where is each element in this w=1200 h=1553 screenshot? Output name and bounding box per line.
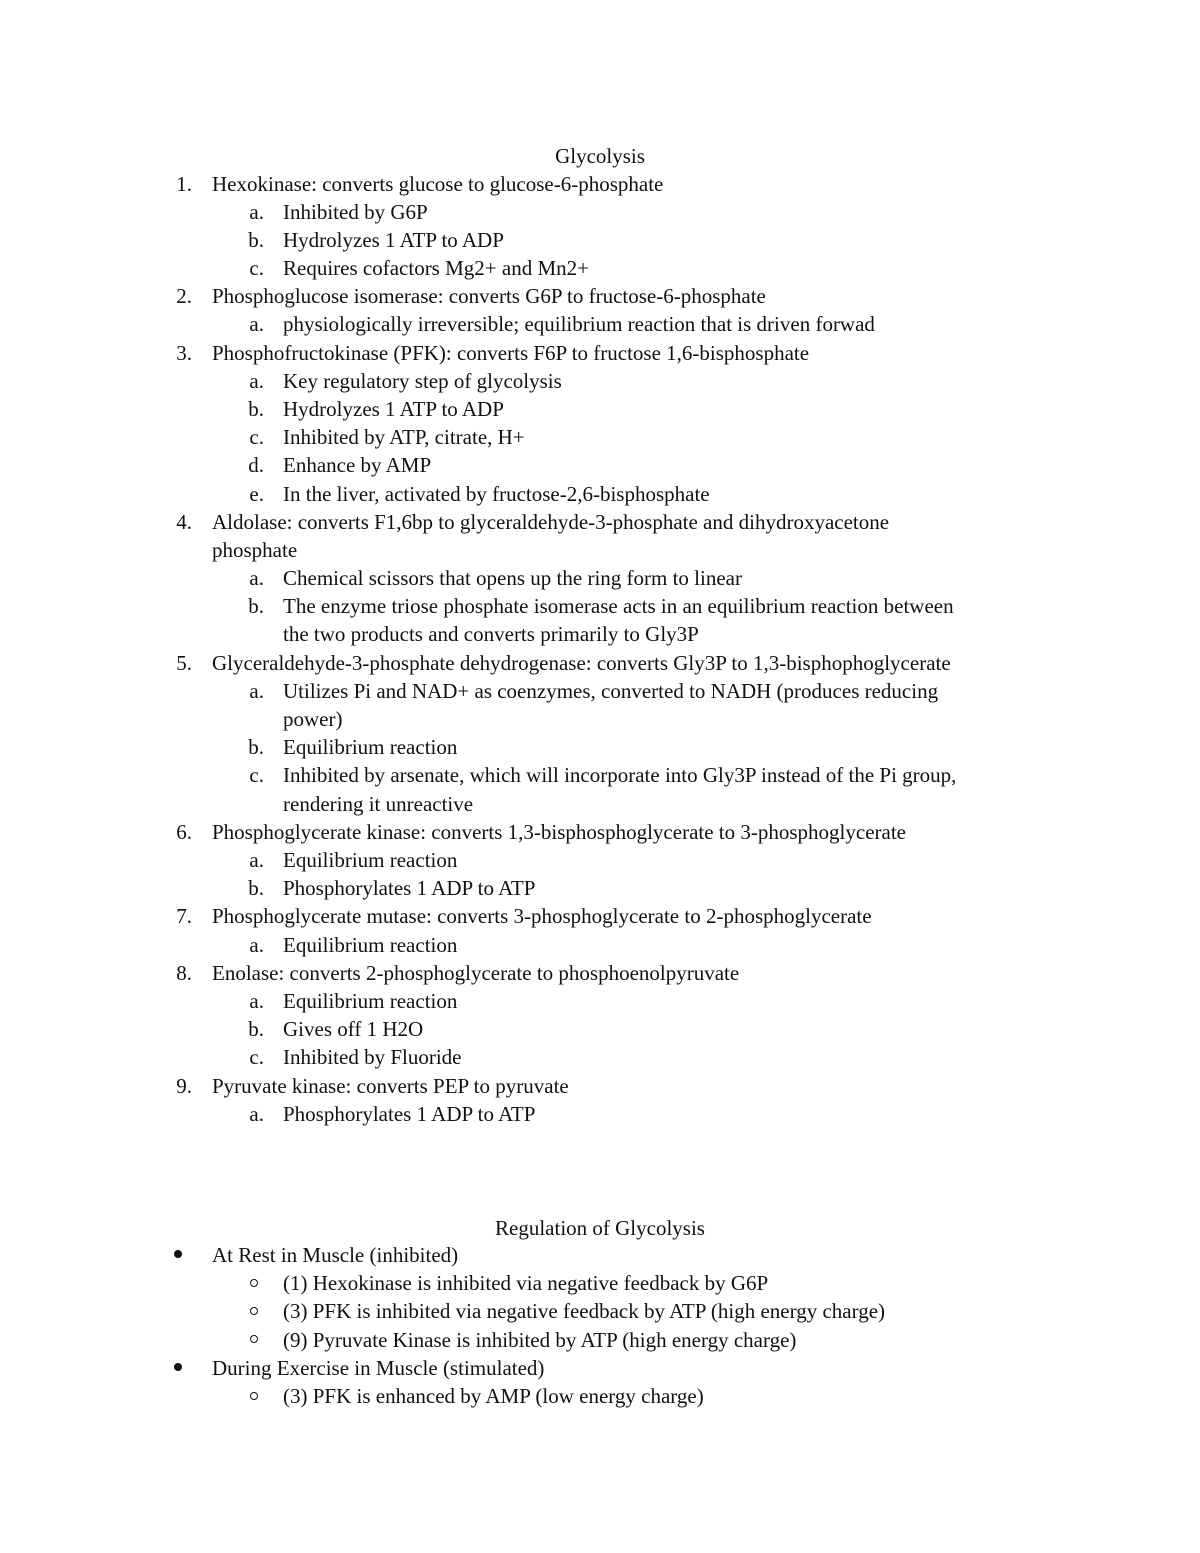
- regulation-item-text: (3) PFK is enhanced by AMP (low energy charge): [283, 1384, 704, 1408]
- step-number: 4.: [176, 510, 192, 534]
- sub-item-marker: a.: [249, 566, 264, 590]
- regulation-title: Regulation of Glycolysis: [495, 1216, 705, 1240]
- sub-item-text: Inhibited by arsenate, which will incorporate into Gly3P instead of the Pi group,: [283, 763, 957, 787]
- sub-item-text: The enzyme triose phosphate isomerase acts in an equilibrium reaction between: [283, 594, 954, 618]
- sub-item-marker: a.: [249, 848, 264, 872]
- sub-item-text: physiologically irreversible; equilibrium reaction that is driven forwad: [283, 312, 875, 336]
- hollow-circle-bullet-icon: [250, 1335, 258, 1343]
- regulation-item-text: (1) Hexokinase is inhibited via negative feedback by G6P: [283, 1271, 769, 1295]
- step-text: Phosphoglucose isomerase: converts G6P to fructose-6-phosphate: [212, 284, 766, 308]
- sub-item-text: In the liver, activated by fructose-2,6-bisphosphate: [283, 482, 710, 506]
- step-text: Glyceraldehyde-3-phosphate dehydrogenase: converts Gly3P to 1,3-bisphophoglycerate: [212, 651, 951, 675]
- sub-item-marker: c.: [249, 256, 264, 280]
- sub-item-text-continued: power): [283, 707, 343, 731]
- glycolysis-title: Glycolysis: [555, 144, 645, 168]
- sub-item-marker: d.: [248, 453, 264, 477]
- sub-item-text: Gives off 1 H2O: [283, 1017, 424, 1041]
- step-number: 9.: [176, 1074, 192, 1098]
- sub-item-marker: a.: [249, 369, 264, 393]
- sub-item-marker: b.: [248, 735, 264, 759]
- step-number: 3.: [176, 341, 192, 365]
- step-text: Phosphofructokinase (PFK): converts F6P to fructose 1,6-bisphosphate: [212, 341, 810, 365]
- sub-item-marker: c.: [249, 763, 264, 787]
- sub-item-marker: a.: [249, 312, 264, 336]
- hollow-circle-bullet-icon: [250, 1307, 258, 1315]
- step-text: Phosphoglycerate mutase: converts 3-phosphoglycerate to 2-phosphoglycerate: [212, 904, 872, 928]
- regulation-group-text: At Rest in Muscle (inhibited): [212, 1243, 459, 1267]
- sub-item-text: Equilibrium reaction: [283, 989, 458, 1013]
- regulation-item-text: (9) Pyruvate Kinase is inhibited by ATP (high energy charge): [283, 1328, 797, 1352]
- step-number: 2.: [176, 284, 192, 308]
- sub-item-text: Inhibited by G6P: [283, 200, 428, 224]
- sub-item-text: Equilibrium reaction: [283, 735, 458, 759]
- filled-bullet-icon: [174, 1250, 182, 1258]
- sub-item-text: Enhance by AMP: [283, 453, 432, 477]
- sub-item-text: Equilibrium reaction: [283, 933, 458, 957]
- sub-item-marker: b.: [248, 1017, 264, 1041]
- sub-item-text: Inhibited by Fluoride: [283, 1045, 462, 1069]
- step-text: Phosphoglycerate kinase: converts 1,3-bisphosphoglycerate to 3-phosphoglycerate: [212, 820, 906, 844]
- sub-item-marker: c.: [249, 1045, 264, 1069]
- filled-bullet-icon: [174, 1363, 182, 1371]
- sub-item-text: Phosphorylates 1 ADP to ATP: [283, 1102, 536, 1126]
- sub-item-text: Key regulatory step of glycolysis: [283, 369, 562, 393]
- sub-item-text: Inhibited by ATP, citrate, H+: [283, 425, 525, 449]
- sub-item-text: Phosphorylates 1 ADP to ATP: [283, 876, 536, 900]
- sub-item-marker: c.: [249, 425, 264, 449]
- sub-item-text: Hydrolyzes 1 ATP to ADP: [283, 397, 504, 421]
- step-number: 1.: [176, 172, 192, 196]
- step-text: Hexokinase: converts glucose to glucose-6-phosphate: [212, 172, 664, 196]
- sub-item-marker: a.: [249, 200, 264, 224]
- sub-item-text: Utilizes Pi and NAD+ as coenzymes, converted to NADH (produces reducing: [283, 679, 939, 703]
- step-text-continued: phosphate: [212, 538, 298, 562]
- sub-item-text-continued: the two products and converts primarily to Gly3P: [283, 622, 699, 646]
- step-number: 6.: [176, 820, 192, 844]
- sub-item-marker: a.: [249, 933, 264, 957]
- sub-item-marker: e.: [249, 482, 264, 506]
- sub-item-marker: b.: [248, 228, 264, 252]
- step-text: Aldolase: converts F1,6bp to glyceraldehyde-3-phosphate and dihydroxyacetone: [212, 510, 890, 534]
- step-text: Pyruvate kinase: converts PEP to pyruvate: [212, 1074, 569, 1098]
- sub-item-marker: b.: [248, 397, 264, 421]
- regulation-group-text: During Exercise in Muscle (stimulated): [212, 1356, 545, 1380]
- sub-item-text: Chemical scissors that opens up the ring form to linear: [283, 566, 742, 590]
- sub-item-text: Requires cofactors Mg2+ and Mn2+: [283, 256, 589, 280]
- sub-item-text: Equilibrium reaction: [283, 848, 458, 872]
- sub-item-text: Hydrolyzes 1 ATP to ADP: [283, 228, 504, 252]
- sub-item-marker: a.: [249, 679, 264, 703]
- sub-item-marker: a.: [249, 989, 264, 1013]
- sub-item-marker: b.: [248, 876, 264, 900]
- sub-item-text-continued: rendering it unreactive: [283, 792, 474, 816]
- regulation-item-text: (3) PFK is inhibited via negative feedback by ATP (high energy charge): [283, 1299, 886, 1323]
- step-number: 5.: [176, 651, 192, 675]
- step-text: Enolase: converts 2-phosphoglycerate to phosphoenolpyruvate: [212, 961, 740, 985]
- hollow-circle-bullet-icon: [250, 1392, 258, 1400]
- step-number: 7.: [176, 904, 192, 928]
- hollow-circle-bullet-icon: [250, 1279, 258, 1287]
- sub-item-marker: a.: [249, 1102, 264, 1126]
- step-number: 8.: [176, 961, 192, 985]
- sub-item-marker: b.: [248, 594, 264, 618]
